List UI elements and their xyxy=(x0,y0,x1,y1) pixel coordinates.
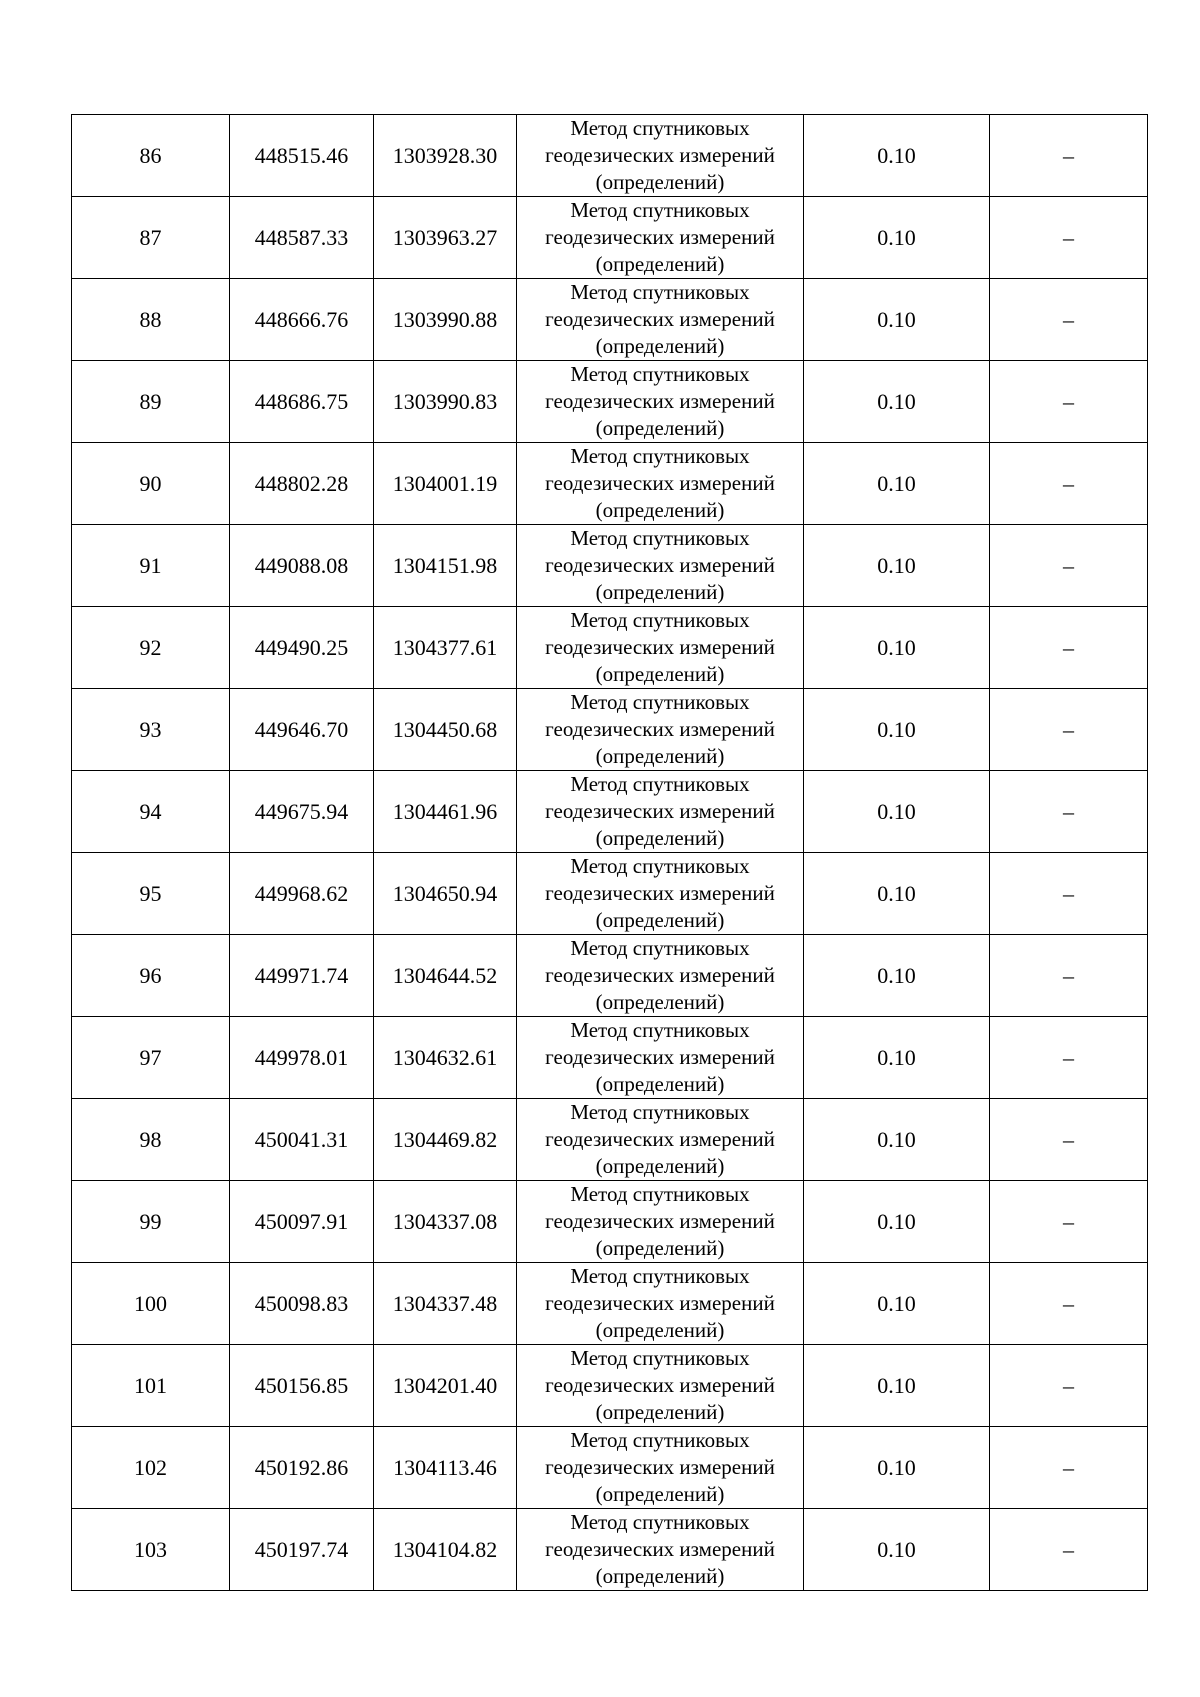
point-number-cell: 90 xyxy=(72,443,230,525)
x-coordinate-cell: 449968.62 xyxy=(230,853,374,935)
method-cell xyxy=(517,853,804,935)
method-line: геодезических измерений xyxy=(545,1537,775,1561)
y-coordinate-cell: 1304151.98 xyxy=(374,525,517,607)
x-coordinate-cell: 450097.91 xyxy=(230,1181,374,1263)
method-cell xyxy=(517,279,804,361)
table-row xyxy=(72,1181,1148,1263)
method-line: геодезических измерений xyxy=(545,1209,775,1233)
method-line: геодезических измерений xyxy=(545,553,775,577)
note-cell: – xyxy=(990,1509,1148,1591)
note-cell: – xyxy=(990,525,1148,607)
table-row xyxy=(72,1509,1148,1591)
note-cell: – xyxy=(990,361,1148,443)
note-cell: – xyxy=(990,1181,1148,1263)
method-cell xyxy=(517,1345,804,1427)
precision-cell: 0.10 xyxy=(804,525,990,607)
method-line: (определений) xyxy=(595,1400,725,1424)
note-cell: – xyxy=(990,115,1148,197)
precision-cell: 0.10 xyxy=(804,1345,990,1427)
method-line: (определений) xyxy=(595,170,725,194)
method-line: геодезических измерений xyxy=(545,635,775,659)
point-number-cell: 86 xyxy=(72,115,230,197)
precision-cell: 0.10 xyxy=(804,115,990,197)
method-line: геодезических измерений xyxy=(545,1045,775,1069)
y-coordinate-cell: 1303963.27 xyxy=(374,197,517,279)
table-row xyxy=(72,1099,1148,1181)
precision-cell: 0.10 xyxy=(804,361,990,443)
precision-cell: 0.10 xyxy=(804,1017,990,1099)
method-cell xyxy=(517,1181,804,1263)
point-number-cell: 94 xyxy=(72,771,230,853)
y-coordinate-cell: 1304337.48 xyxy=(374,1263,517,1345)
method-line: (определений) xyxy=(595,1154,725,1178)
coordinates-table xyxy=(71,114,1148,1591)
table-row xyxy=(72,607,1148,689)
y-coordinate-cell: 1303990.83 xyxy=(374,361,517,443)
precision-cell: 0.10 xyxy=(804,1509,990,1591)
table-row xyxy=(72,771,1148,853)
method-line: геодезических измерений xyxy=(545,471,775,495)
y-coordinate-cell: 1304644.52 xyxy=(374,935,517,1017)
point-number-cell: 89 xyxy=(72,361,230,443)
method-line: Метод спутниковых xyxy=(570,362,750,386)
method-cell xyxy=(517,525,804,607)
point-number-cell: 95 xyxy=(72,853,230,935)
method-cell xyxy=(517,1017,804,1099)
method-line: (определений) xyxy=(595,416,725,440)
method-cell xyxy=(517,1427,804,1509)
method-line: Метод спутниковых xyxy=(570,608,750,632)
x-coordinate-cell: 450192.86 xyxy=(230,1427,374,1509)
point-number-cell: 100 xyxy=(72,1263,230,1345)
method-line: Метод спутниковых xyxy=(570,1100,750,1124)
precision-cell: 0.10 xyxy=(804,689,990,771)
point-number-cell: 87 xyxy=(72,197,230,279)
y-coordinate-cell: 1304650.94 xyxy=(374,853,517,935)
precision-cell: 0.10 xyxy=(804,197,990,279)
point-number-cell: 103 xyxy=(72,1509,230,1591)
x-coordinate-cell: 448666.76 xyxy=(230,279,374,361)
note-cell: – xyxy=(990,1345,1148,1427)
x-coordinate-cell: 450041.31 xyxy=(230,1099,374,1181)
method-cell xyxy=(517,935,804,1017)
precision-cell: 0.10 xyxy=(804,935,990,1017)
method-line: геодезических измерений xyxy=(545,881,775,905)
note-cell: – xyxy=(990,935,1148,1017)
method-line: (определений) xyxy=(595,252,725,276)
table-row xyxy=(72,1263,1148,1345)
precision-cell: 0.10 xyxy=(804,1099,990,1181)
method-line: (определений) xyxy=(595,334,725,358)
y-coordinate-cell: 1304337.08 xyxy=(374,1181,517,1263)
precision-cell: 0.10 xyxy=(804,1181,990,1263)
method-line: (определений) xyxy=(595,1482,725,1506)
method-line: геодезических измерений xyxy=(545,1455,775,1479)
method-line: Метод спутниковых xyxy=(570,1264,750,1288)
method-line: геодезических измерений xyxy=(545,1291,775,1315)
y-coordinate-cell: 1304632.61 xyxy=(374,1017,517,1099)
method-line: Метод спутниковых xyxy=(570,1428,750,1452)
table-row xyxy=(72,1345,1148,1427)
x-coordinate-cell: 449088.08 xyxy=(230,525,374,607)
method-line: (определений) xyxy=(595,990,725,1014)
x-coordinate-cell: 449675.94 xyxy=(230,771,374,853)
y-coordinate-cell: 1304201.40 xyxy=(374,1345,517,1427)
point-number-cell: 96 xyxy=(72,935,230,1017)
table-row xyxy=(72,853,1148,935)
method-line: (определений) xyxy=(595,908,725,932)
table-row xyxy=(72,361,1148,443)
method-line: (определений) xyxy=(595,1072,725,1096)
note-cell: – xyxy=(990,1099,1148,1181)
method-line: геодезических измерений xyxy=(545,717,775,741)
method-line: (определений) xyxy=(595,1564,725,1588)
x-coordinate-cell: 450098.83 xyxy=(230,1263,374,1345)
x-coordinate-cell: 448515.46 xyxy=(230,115,374,197)
note-cell: – xyxy=(990,1427,1148,1509)
table-row xyxy=(72,689,1148,771)
method-cell xyxy=(517,689,804,771)
y-coordinate-cell: 1304377.61 xyxy=(374,607,517,689)
x-coordinate-cell: 449978.01 xyxy=(230,1017,374,1099)
method-line: геодезических измерений xyxy=(545,963,775,987)
y-coordinate-cell: 1304450.68 xyxy=(374,689,517,771)
note-cell: – xyxy=(990,689,1148,771)
point-number-cell: 88 xyxy=(72,279,230,361)
method-line: Метод спутниковых xyxy=(570,198,750,222)
note-cell: – xyxy=(990,607,1148,689)
point-number-cell: 91 xyxy=(72,525,230,607)
x-coordinate-cell: 448686.75 xyxy=(230,361,374,443)
method-line: геодезических измерений xyxy=(545,1127,775,1151)
method-line: геодезических измерений xyxy=(545,1373,775,1397)
table-row xyxy=(72,1017,1148,1099)
note-cell: – xyxy=(990,1263,1148,1345)
method-line: (определений) xyxy=(595,662,725,686)
method-line: Метод спутниковых xyxy=(570,690,750,714)
method-cell xyxy=(517,771,804,853)
method-cell xyxy=(517,1263,804,1345)
method-line: Метод спутниковых xyxy=(570,1018,750,1042)
point-number-cell: 99 xyxy=(72,1181,230,1263)
method-line: Метод спутниковых xyxy=(570,1510,750,1534)
method-line: Метод спутниковых xyxy=(570,1182,750,1206)
note-cell: – xyxy=(990,197,1148,279)
method-line: Метод спутниковых xyxy=(570,116,750,140)
y-coordinate-cell: 1303990.88 xyxy=(374,279,517,361)
y-coordinate-cell: 1304001.19 xyxy=(374,443,517,525)
point-number-cell: 102 xyxy=(72,1427,230,1509)
method-line: геодезических измерений xyxy=(545,389,775,413)
method-line: (определений) xyxy=(595,826,725,850)
point-number-cell: 93 xyxy=(72,689,230,771)
method-line: геодезических измерений xyxy=(545,225,775,249)
method-line: Метод спутниковых xyxy=(570,936,750,960)
x-coordinate-cell: 450156.85 xyxy=(230,1345,374,1427)
method-line: Метод спутниковых xyxy=(570,772,750,796)
y-coordinate-cell: 1304104.82 xyxy=(374,1509,517,1591)
y-coordinate-cell: 1304461.96 xyxy=(374,771,517,853)
table-row xyxy=(72,279,1148,361)
method-line: (определений) xyxy=(595,1318,725,1342)
y-coordinate-cell: 1304113.46 xyxy=(374,1427,517,1509)
x-coordinate-cell: 448802.28 xyxy=(230,443,374,525)
precision-cell: 0.10 xyxy=(804,1263,990,1345)
point-number-cell: 98 xyxy=(72,1099,230,1181)
method-cell xyxy=(517,443,804,525)
point-number-cell: 92 xyxy=(72,607,230,689)
x-coordinate-cell: 449971.74 xyxy=(230,935,374,1017)
note-cell: – xyxy=(990,771,1148,853)
note-cell: – xyxy=(990,279,1148,361)
method-line: (определений) xyxy=(595,744,725,768)
method-cell xyxy=(517,1099,804,1181)
y-coordinate-cell: 1304469.82 xyxy=(374,1099,517,1181)
x-coordinate-cell: 449490.25 xyxy=(230,607,374,689)
method-cell xyxy=(517,361,804,443)
method-line: (определений) xyxy=(595,498,725,522)
method-line: геодезических измерений xyxy=(545,307,775,331)
method-line: Метод спутниковых xyxy=(570,280,750,304)
method-line: Метод спутниковых xyxy=(570,526,750,550)
method-line: Метод спутниковых xyxy=(570,854,750,878)
method-cell xyxy=(517,197,804,279)
precision-cell: 0.10 xyxy=(804,607,990,689)
table-row xyxy=(72,935,1148,1017)
precision-cell: 0.10 xyxy=(804,1427,990,1509)
method-line: геодезических измерений xyxy=(545,143,775,167)
y-coordinate-cell: 1303928.30 xyxy=(374,115,517,197)
method-line: Метод спутниковых xyxy=(570,1346,750,1370)
method-cell xyxy=(517,115,804,197)
method-line: Метод спутниковых xyxy=(570,444,750,468)
precision-cell: 0.10 xyxy=(804,279,990,361)
method-line: (определений) xyxy=(595,580,725,604)
table-row xyxy=(72,197,1148,279)
note-cell: – xyxy=(990,853,1148,935)
method-line: (определений) xyxy=(595,1236,725,1260)
table-row xyxy=(72,443,1148,525)
precision-cell: 0.10 xyxy=(804,443,990,525)
table-row xyxy=(72,1427,1148,1509)
x-coordinate-cell: 448587.33 xyxy=(230,197,374,279)
method-line: геодезических измерений xyxy=(545,799,775,823)
table-body xyxy=(72,115,1148,1591)
method-cell xyxy=(517,607,804,689)
note-cell: – xyxy=(990,443,1148,525)
x-coordinate-cell: 450197.74 xyxy=(230,1509,374,1591)
method-cell xyxy=(517,1509,804,1591)
precision-cell: 0.10 xyxy=(804,771,990,853)
point-number-cell: 101 xyxy=(72,1345,230,1427)
table-row xyxy=(72,525,1148,607)
x-coordinate-cell: 449646.70 xyxy=(230,689,374,771)
point-number-cell: 97 xyxy=(72,1017,230,1099)
note-cell: – xyxy=(990,1017,1148,1099)
table-row xyxy=(72,115,1148,197)
precision-cell: 0.10 xyxy=(804,853,990,935)
